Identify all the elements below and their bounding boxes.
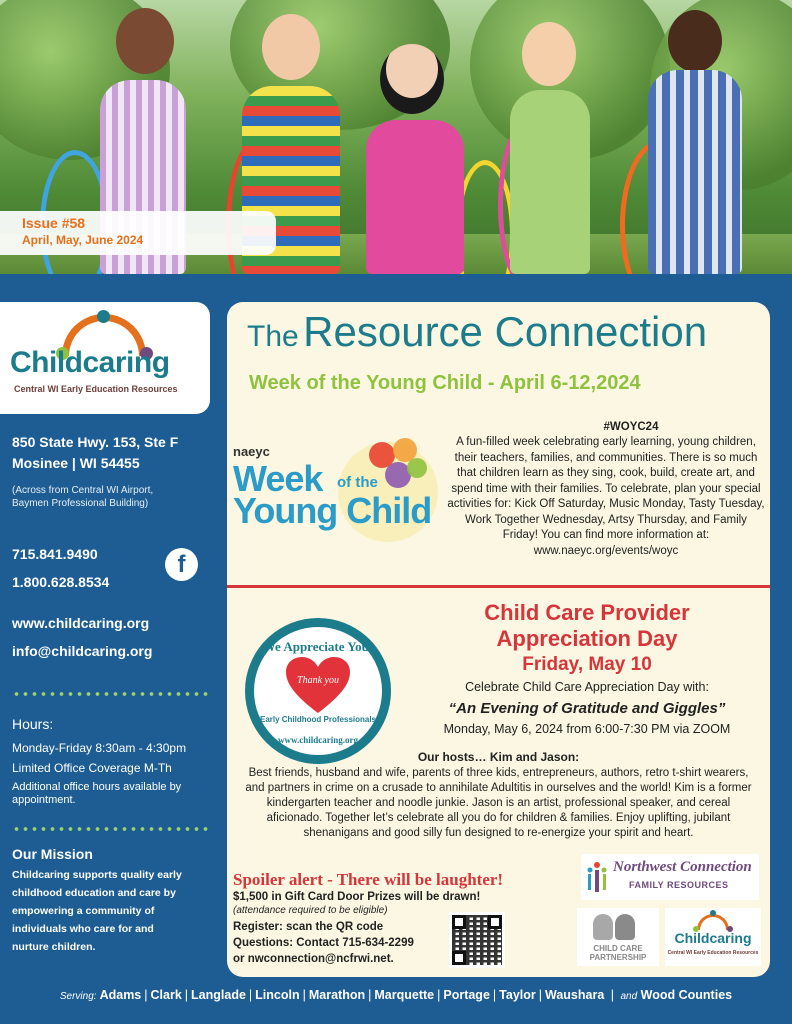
woyc-logo [233,434,453,552]
county-name: Portage [443,988,490,1002]
web-contacts [12,609,152,665]
phone-numbers [12,540,109,596]
title-main: Resource Connection [303,308,708,355]
phone-tollfree[interactable]: 1.800.628.8534 [12,574,110,590]
nwc-name: Northwest Connection [613,859,752,875]
cc-tagline: Central WI Early Education Resources [667,950,759,956]
dotted-divider [12,692,212,696]
newsletter-title [247,308,767,356]
county-name: Marquette [374,988,435,1002]
qr-code[interactable] [449,912,505,968]
appreciation-date: Friday, May 10 [522,654,652,675]
address [12,432,178,474]
appreciation-title: Child Care Provider Appreciation Day [484,600,690,651]
child-care-partnership-logo [577,908,659,966]
hours-line: Monday-Friday 8:30am - 4:30pm [12,741,187,755]
cc-name: Childcaring [674,930,752,946]
logo-ofthe: of the [337,474,378,491]
woyc-hashtag: #WOYC24 [603,421,659,433]
section-divider [227,585,770,588]
northwest-connection-logo [581,854,759,900]
issue-number: Issue #58 [22,215,86,231]
issue-dates: April, May, June 2024 [22,233,144,247]
county-name: Clark [150,988,182,1002]
phone-local[interactable]: 715.841.9490 [12,546,98,562]
issue-banner [0,211,276,255]
badge-top-text: We Appreciate You! [262,639,374,654]
county-name: Langlade [191,988,246,1002]
county-name: Waushara [545,988,605,1002]
county-list: Adams | Clark | Langlade | Lincoln | Marathon | Marquette | Portage | Taylor | Waushara [99,988,605,1002]
serving-label: Serving: [59,991,97,1002]
mission-text: Childcaring supports quality early childhood education and care by empowering a community of individuals who care for and nurture children. [12,869,182,953]
event-name: “An Evening of Gratitude and Giggles” [448,700,726,717]
county-name: Lincoln [255,988,300,1002]
hours-note: Additional office hours available by appointment. [12,781,182,806]
website-link[interactable]: www.childcaring.org [12,615,150,631]
childcaring-small-logo [665,908,761,966]
address-line: 850 State Hwy. 153, Ste F [12,434,179,450]
hours [12,738,186,778]
main-card [227,302,770,977]
logo-tagline: Central WI Early Education Resources [14,384,178,394]
childcaring-logo [0,302,210,414]
and-label: and [620,991,638,1002]
email-link[interactable]: info@childcaring.org [12,643,153,659]
county-last: Wood Counties [640,988,733,1002]
ccp-name: CHILD CARE PARTNERSHIP [589,944,647,962]
logo-week: Week [233,458,323,499]
woyc-heading: Week of the Young Child - April 6-12,2024 [249,372,641,394]
badge-heart-text: Thank you [297,675,339,686]
email-line[interactable]: or nwconnection@ncfrwi.net. [233,953,394,965]
child-figure [640,0,750,274]
register-line: Register: scan the QR code [233,921,384,933]
family-icon [585,860,609,894]
badge-middle-text: Early Childhood Professionals [259,715,377,724]
county-name: Adams [99,988,142,1002]
service-area-footer: Serving: Adams | Clark | Langlade | Lincoln | Marathon | Marquette | Portage | Taylor | Waushara | and Wood Counties [59,988,733,1002]
registration-info [233,919,414,967]
facebook-icon[interactable]: f [165,548,198,581]
hours-title: Hours: [12,716,54,732]
hosts-body: Best friends, husband and wife, parents of three kids, entrepreneurs, authors, retro t-shirt wearers, and partners in crime on a crusade to annihilate Adultitis in ourselves and the world! Kim is a former kindergarten teacher and noodle junkie. Jason is an artist, professional speaker, and cereal aficionado. Together let’s celebrate all you do for children & families. Enjoy uplifting, jubilant shenanigans and good silly fun designed to re-energize your spirit and heart. [245,767,752,839]
logo-name: Childcaring [10,346,170,379]
hours-line: Limited Office Coverage M-Th [12,761,172,775]
naeyc-wordmark: naeyc [233,444,270,459]
nwc-subtitle: FAMILY RESOURCES [629,880,729,890]
mission-title: Our Mission [12,846,93,862]
county-name: Marathon [308,988,366,1002]
address-note: (Across from Central WI Airport, Baymen Professional Building) [12,485,154,509]
title-the: The [247,320,299,353]
hosts-title: Our hosts… Kim and Jason: [417,750,580,764]
child-figure [350,0,480,274]
appreciation-badge [245,618,391,764]
questions-line: Questions: Contact 715-634-2299 [233,937,414,949]
appreciation-intro: Celebrate Child Care Appreciation Day with: [465,680,709,694]
spoiler-headline: Spoiler alert - There will be laughter! [233,870,504,889]
badge-bottom-text: www.childcaring.org [278,735,358,745]
attendance-note: (attendance required to be eligible) [233,905,388,916]
county-name: Taylor [499,988,536,1002]
logo-young-child: Young Child [233,490,432,531]
address-line: Mosinee | WI 54455 [12,455,140,471]
event-when: Monday, May 6, 2024 from 6:00-7:30 PM via ZOOM [443,722,731,736]
child-figure [500,0,600,274]
dotted-divider [12,827,212,831]
gift-prizes: $1,500 in Gift Card Door Prizes will be drawn! [233,891,481,903]
woyc-body: A fun-filled week celebrating early learning, young children, their teachers, families, and communities. There is so much that children learn as they sing, cook, build, create art, and spend time with their families. To celebrate, plan your special activities for: Kick Off Saturday, Music Monday, Tasty Tuesday, Work Together Wednesday, Artsy Thursday, and Family Friday! You can find more information at: www.naeyc.org/events/woyc [447,436,765,557]
